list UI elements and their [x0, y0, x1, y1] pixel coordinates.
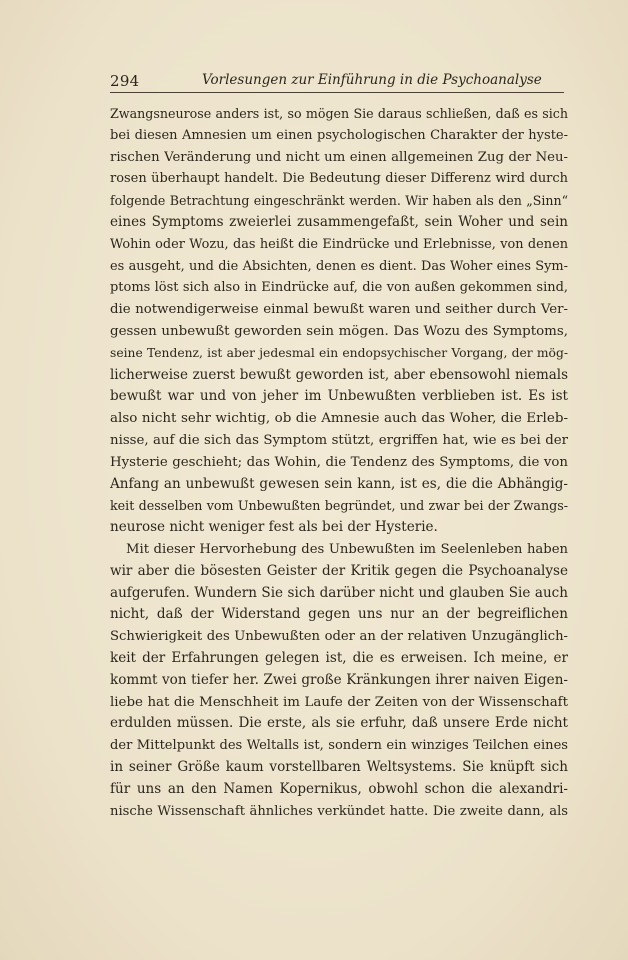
text-line: der Mittelpunkt des Weltalls ist, sondern ein winziges Teilchen eines [110, 738, 568, 754]
text-line: die notwendigerweise einmal bewußt waren und seither durch Ver- [110, 302, 568, 318]
text-line: kommt von tiefer her. Zwei große Kränkungen ihrer naiven Eigen- [110, 671, 568, 688]
text-line: nische Wissenschaft ähnliches verkündet hatte. Die zweite dann, als [110, 803, 568, 819]
paragraph-2 [110, 539, 568, 822]
text-line: für uns an den Namen Kopernikus, obwohl schon die alexandri- [110, 780, 568, 797]
text-line: rosen überhaupt handelt. Die Bedeutung dieser Differenz wird durch [110, 171, 568, 187]
text-line: es ausgeht, und die Absichten, denen es dient. Das Woher eines Sym- [110, 258, 568, 274]
text-line: seine Tendenz, ist aber jedesmal ein endopsychischer Vorgang, der mög- [110, 345, 568, 360]
text-line: erdulden müssen. Die erste, als sie erfuhr, daß unsere Erde nicht [110, 715, 568, 732]
text-line: eines Symptoms zweierlei zusammengefaßt, sein Woher und sein [110, 213, 568, 230]
text-line: aufgerufen. Wundern Sie sich darüber nicht und glauben Sie auch [110, 584, 568, 601]
text-line: Mit dieser Hervorhebung des Unbewußten im Seelenleben haben [126, 541, 568, 557]
text-line: ptoms löst sich also in Eindrücke auf, die von außen gekommen sind, [110, 280, 568, 296]
running-head: Vorlesungen zur Einführung in die Psychoanalyse [202, 72, 542, 88]
text-line: keit desselben vom Unbewußten begründet, und zwar bei der Zwangs- [110, 498, 568, 514]
text-line: bei diesen Amnesien um einen psychologischen Charakter der hyste- [110, 127, 568, 143]
text-line: in seiner Größe kaum vorstellbaren Weltsystems. Sie knüpft sich [110, 758, 568, 775]
text-line: Zwangsneurose anders ist, so mögen Sie daraus schließen, daß es sich [110, 106, 568, 121]
text-line: Schwierigkeit des Unbewußten oder an der relativen Unzugänglich- [110, 629, 568, 645]
text-line: nisse, auf die sich das Symptom stützt, ergriffen hat, wie es bei der [110, 432, 568, 448]
text-line: neurose nicht weniger fest als bei der Hysterie. [110, 519, 438, 536]
text-line: wir aber die bösesten Geister der Kritik gegen die Psychoanalyse [110, 562, 568, 579]
text-line: Hysterie geschieht; das Wohin, die Tendenz des Symptoms, die von [110, 454, 568, 470]
text-line: folgende Betrachtung eingeschränkt werden. Wir haben als den „Sinn“ [110, 193, 568, 209]
text-line: rischen Veränderung und nicht um einen allgemeinen Zug der Neu- [110, 149, 568, 165]
page-number: 294 [110, 72, 140, 90]
page-header [110, 70, 562, 92]
text-line: Wohin oder Wozu, das heißt die Eindrücke und Erlebnisse, von denen [110, 236, 568, 252]
text-line: keit der Erfahrungen gelegen ist, die es erweisen. Ich meine, er [110, 649, 568, 666]
text-line: also nicht sehr wichtig, ob die Amnesie auch das Woher, die Erleb- [110, 410, 568, 427]
text-line: bewußt war und von jeher im Unbewußten verblieben ist. Es ist [110, 388, 568, 405]
paragraph-1 [110, 103, 568, 539]
text-line: gessen unbewußt geworden sein mögen. Das Wozu des Symptoms, [110, 323, 568, 339]
body-text [110, 103, 568, 822]
text-line: liebe hat die Menschheit im Laufe der Zeiten von der Wissenschaft [110, 694, 568, 710]
text-line: licherweise zuerst bewußt geworden ist, aber ebensowohl niemals [110, 366, 568, 383]
header-rule [110, 92, 564, 93]
text-line: Anfang an unbewußt gewesen sein kann, ist es, die die Abhängig- [110, 475, 568, 492]
text-line: nicht, daß der Widerstand gegen uns nur an der begreiflichen [110, 606, 568, 623]
